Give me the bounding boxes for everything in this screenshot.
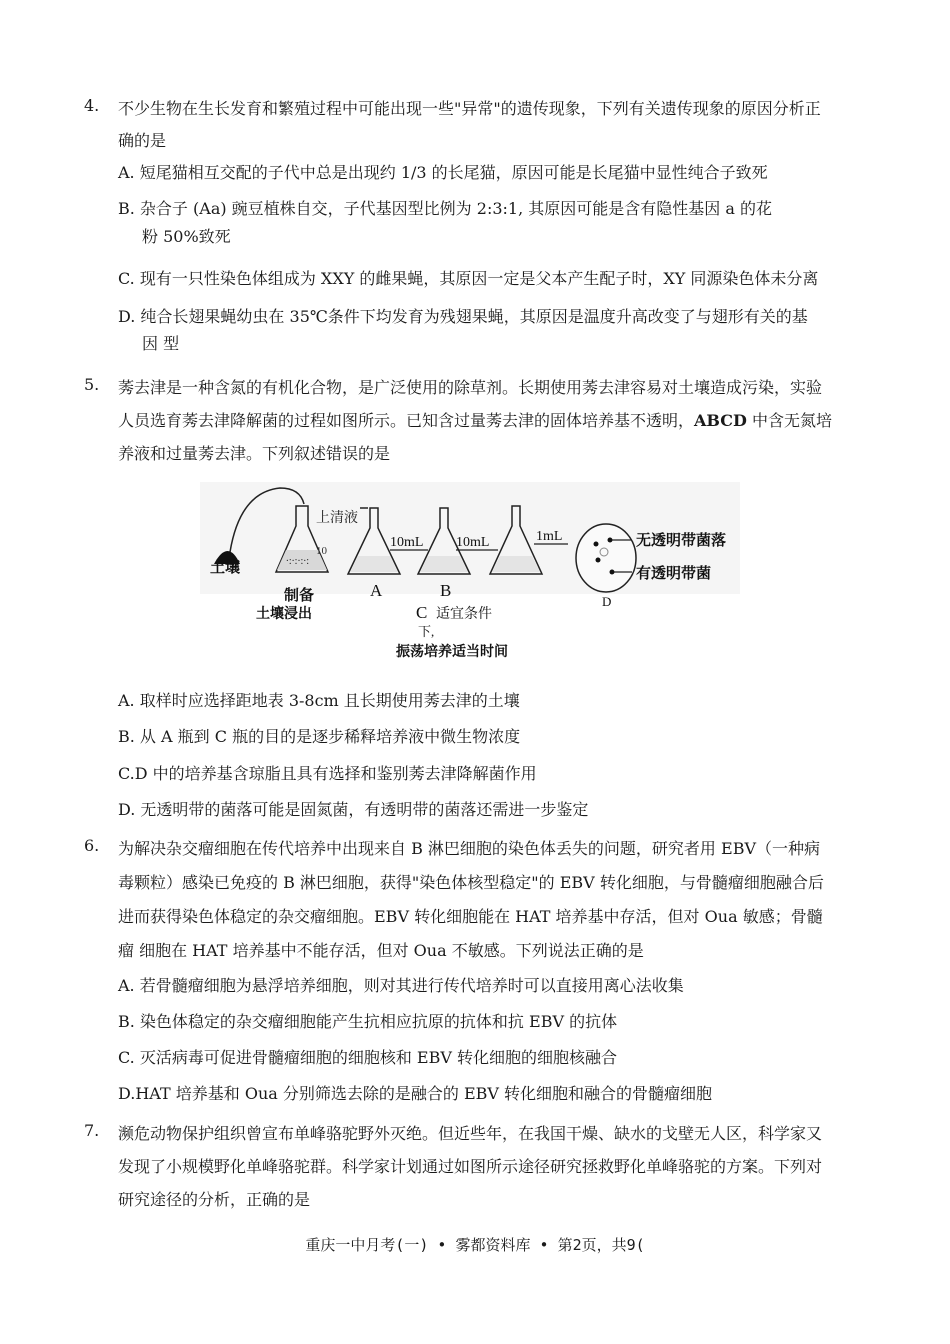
prep-label: 制备 <box>284 588 315 604</box>
ten-label: 10 <box>316 545 327 557</box>
flask-b-label: B <box>440 581 452 600</box>
svg-text:∙:∙:∙:∙:: ∙:∙:∙:∙: <box>286 555 310 567</box>
option-a: A. 短尾猫相互交配的子代中总是出现约 1/3 的长尾猫，原因可能是长尾猫中显性纯合子致死 <box>118 163 768 182</box>
question-number: 7. <box>84 1121 100 1140</box>
question-stem: 进而获得染色体稳定的杂交瘤细胞。EBV 转化细胞能在 HAT 培养基中存活，但对 Oua 敏感；骨髓 <box>118 907 823 926</box>
question-number: 6. <box>84 836 100 855</box>
question-stem: 人员选育莠去津降解菌的过程如图所示。已知含过量莠去津的固体培养基不透明，ABCD 中含无氮培 <box>118 411 832 430</box>
transfer-volume-2: 10mL <box>456 535 490 550</box>
question-number: 4. <box>84 96 100 115</box>
dish-d-label: D <box>602 594 612 609</box>
halo-colony-label: 有透明带菌 <box>636 566 712 582</box>
supernatant-label: 上清液 <box>316 511 358 526</box>
option-c: C. 灭活病毒可促进骨髓瘤细胞的细胞核和 EBV 转化细胞的细胞核融合 <box>118 1048 618 1067</box>
question-stem: 研究途径的分析，正确的是 <box>118 1190 311 1209</box>
option-d-cont: 因 型 <box>142 334 180 353</box>
question-stem: 濒危动物保护组织曾宣布单峰骆驼野外灭绝。但近些年，在我国干燥、缺水的戈壁无人区，科学家又 <box>118 1124 823 1143</box>
question-stem: 确的是 <box>118 131 167 150</box>
page-footer: 重庆一中月考(一) • 雾都资料库 • 第2页，共9( <box>305 1236 645 1254</box>
condition-label: 适宜条件 <box>436 607 492 622</box>
option-a: A. 若骨髓瘤细胞为悬浮培养细胞，则对其进行传代培养时可以直接用离心法收集 <box>118 976 684 995</box>
question-stem: 莠去津是一种含氮的有机化合物，是广泛使用的除草剂。长期使用莠去津容易对土壤造成污染，实验 <box>118 378 823 397</box>
transfer-volume-1: 10mL <box>390 535 424 550</box>
flask-c-label: C <box>416 603 428 622</box>
question-stem: 不少生物在生长发育和繁殖过程中可能出现一些"异常"的遗传现象，下列有关遗传现象的原因分析正 <box>118 99 821 118</box>
option-a: A. 取样时应选择距地表 3-8cm 且长期使用莠去津的土壤 <box>118 691 520 710</box>
option-d: D. 纯合长翅果蝇幼虫在 35℃条件下均发育为残翅果蝇，其原因是温度升高改变了与翅形有关的基 <box>118 307 808 326</box>
option-c: C.D 中的培养基含琼脂且具有选择和鉴别莠去津降解菌作用 <box>118 764 537 783</box>
question-stem: 为解决杂交瘤细胞在传代培养中出现来自 B 淋巴细胞的染色体丢失的问题，研究者用 EBV（一种病 <box>118 839 821 858</box>
question-stem: 发现了小规模野化单峰骆驼群。科学家计划通过如图所示途径研究拯救野化单峰骆驼的方案。下列对 <box>118 1157 823 1176</box>
soil-leachate-label: 土壤浸出 <box>256 607 312 622</box>
option-b-cont: 粉 50%致死 <box>142 227 231 246</box>
experiment-diagram <box>200 482 760 662</box>
shake-culture-label: 振荡培养适当时间 <box>396 645 508 660</box>
option-d: D. 无透明带的菌落可能是固氮菌，有透明带的菌落还需进一步鉴定 <box>118 800 589 819</box>
question-stem: 瘤 细胞在 HAT 培养基中不能存活，但对 Oua 不敏感。下列说法正确的是 <box>118 941 644 960</box>
flask-a-label: A <box>370 581 383 600</box>
option-b: B. 从 A 瓶到 C 瓶的目的是逐步稀释培养液中微生物浓度 <box>118 727 521 746</box>
transfer-volume-3: 1mL <box>536 529 563 544</box>
soil-label: 土壤 <box>210 560 241 576</box>
question-stem: 毒颗粒）感染已免疫的 B 淋巴细胞，获得"染色体核型稳定"的 EBV 转化细胞，与骨髓瘤细胞融合后 <box>118 873 824 892</box>
question-number: 5. <box>84 375 100 394</box>
option-b: B. 杂合子 (Aa) 豌豆植株自交，子代基因型比例为 2:3:1, 其原因可能是含有隐性基因 a 的花 <box>118 199 772 218</box>
option-c: C. 现有一只性染色体组成为 XXY 的雌果蝇，其原因一定是父本产生配子时，XY 同源染色体未分离 <box>118 269 819 288</box>
option-d: D.HAT 培养基和 Oua 分别筛选去除的是融合的 EBV 转化细胞和融合的骨髓瘤细胞 <box>118 1084 713 1103</box>
option-b: B. 染色体稳定的杂交瘤细胞能产生抗相应抗原的抗体和抗 EBV 的抗体 <box>118 1012 618 1031</box>
no-halo-colony-label: 无透明带菌落 <box>636 533 727 549</box>
condition-label-cont: 下, <box>418 624 435 639</box>
question-stem: 养液和过量莠去津。下列叙述错误的是 <box>118 444 391 463</box>
